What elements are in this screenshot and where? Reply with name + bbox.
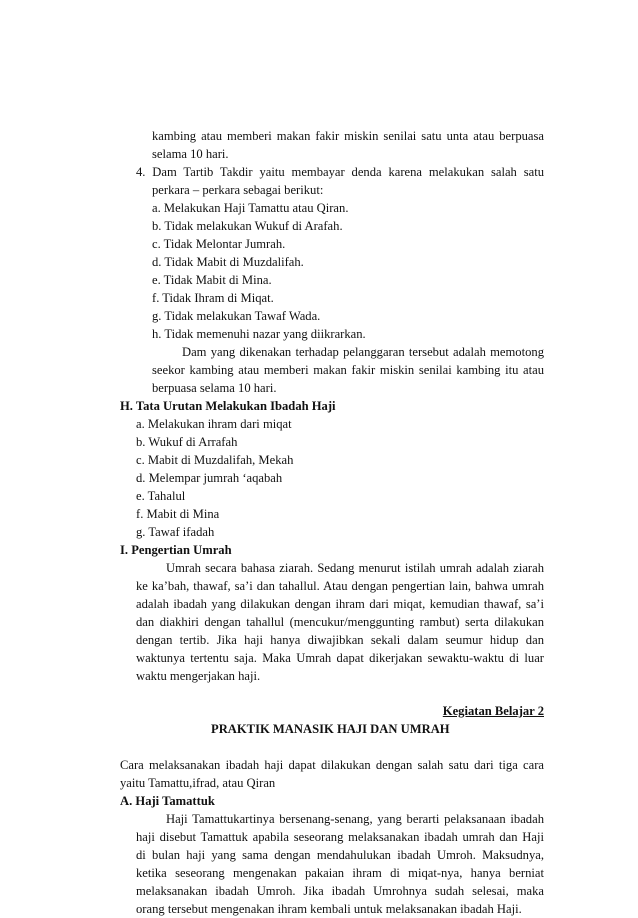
list-item: b. Wukuf di Arrafah (136, 435, 238, 449)
text-line: adalah ibadah yang dilakukan dengan ihram dari miqat, kemudian thawaf, sa’i (136, 597, 544, 611)
list-item: e. Tidak Mabit di Mina. (152, 273, 272, 287)
text-line: orang tersebut mengenakan ihram kembali untuk melaksanakan ibadah Haji. (136, 902, 522, 916)
text-line: waktu mengerjakan haji. (136, 669, 261, 683)
list-item: a. Melakukan Haji Tamattu atau Qiran. (152, 201, 349, 215)
text-line: Dam yang dikenakan terhadap pelanggaran tersebut adalah memotong (182, 345, 544, 359)
list-item: c. Mabit di Muzdalifah, Mekah (136, 453, 294, 467)
list-item: g. Tawaf ifadah (136, 525, 215, 539)
list-item: d. Tidak Mabit di Muzdalifah. (152, 255, 304, 269)
text-line: melaksanakan ibadah Umroh. Jika ibadah Umrohnya sudah selesai, maka (136, 884, 544, 898)
list-item: c. Tidak Melontar Jumrah. (152, 237, 286, 251)
list-item: f. Mabit di Mina (136, 507, 220, 521)
list-item: h. Tidak memenuhi nazar yang diikrarkan. (152, 327, 366, 341)
activity-label: Kegiatan Belajar 2 (442, 704, 544, 718)
list-item: g. Tidak melakukan Tawaf Wada. (152, 309, 321, 323)
text-line: waktunya tertentu saja. Maka Umrah dapat dikerjakan sewaktu-waktu di luar (136, 651, 544, 665)
text-line: ke ka’bah, thawaf, sa’i dan tahallul. Atau dengan pengertian lain, bahwa umrah (136, 579, 544, 593)
text-line: seekor kambing atau memberi makan fakir miskin senilai kambing itu atau (152, 363, 544, 377)
text-line: di bulan haji yang sama dengan mendahulukan ibadah Umroh. Maksudnya, (136, 848, 544, 862)
text-line: ketika seseorang mengenakan pakaian ihram di miqat-nya, hanya berniat (136, 866, 544, 880)
text-line: Umrah secara bahasa ziarah. Sedang menurut istilah umrah adalah ziarah (166, 561, 544, 575)
section-heading: A. Haji Tamattuk (120, 794, 215, 808)
text-line: selama 10 hari. (152, 147, 229, 161)
text-line: haji disebut Tamattuk apabila seseorang melaksanakan ibadah umrah dan Haji (136, 830, 544, 844)
text-line: perkara – perkara sebagai berikut: (152, 183, 324, 197)
text-line: kambing atau memberi makan fakir miskin senilai satu unta atau berpuasa (152, 129, 544, 143)
section-heading: H. Tata Urutan Melakukan Ibadah Haji (120, 399, 336, 413)
list-item: d. Melempar jumrah ‘aqabah (136, 471, 283, 485)
list-item: e. Tahalul (136, 489, 186, 503)
page-title: PRAKTIK MANASIK HAJI DAN UMRAH (211, 722, 450, 736)
list-item: b. Tidak melakukan Wukuf di Arafah. (152, 219, 343, 233)
text-line: Haji Tamattukartinya bersenang-senang, yang berarti pelaksanaan ibadah (166, 812, 544, 826)
section-heading: I. Pengertian Umrah (120, 543, 232, 557)
text-line: dan diakhiri dengan tahallul (mencukur/menggunting rambut) serta dilakukan (136, 615, 544, 629)
text-line: yaitu Tamattu,ifrad, atau Qiran (120, 776, 276, 790)
text-line: dengan tertib. Jika haji hanya diwajibkan sekali dalam seumur hidup dan (136, 633, 544, 647)
list-item: a. Melakukan ihram dari miqat (136, 417, 292, 431)
list-item: f. Tidak Ihram di Miqat. (152, 291, 274, 305)
text-line: berpuasa selama 10 hari. (152, 381, 277, 395)
text-line: Cara melaksanakan ibadah haji dapat dilakukan dengan salah satu dari tiga cara (120, 758, 544, 772)
list-item: 4. Dam Tartib Takdir yaitu membayar denda karena melakukan salah satu (136, 165, 544, 179)
